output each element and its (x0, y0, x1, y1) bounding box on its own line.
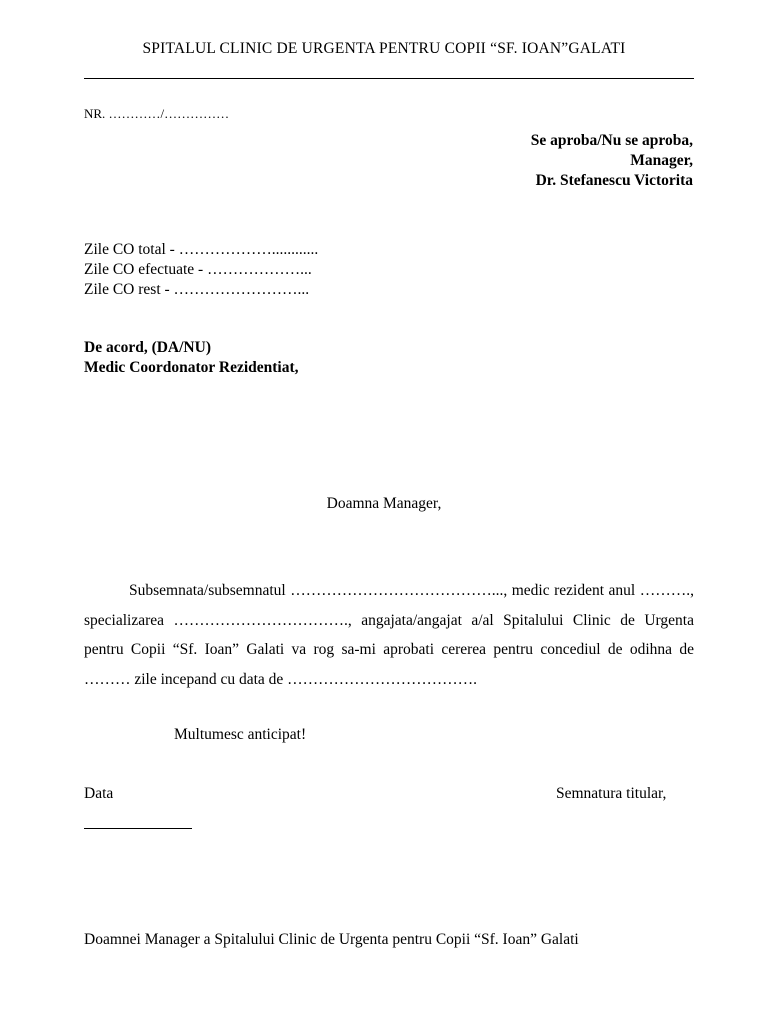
approval-name: Dr. Stefanescu Victorita (535, 172, 693, 189)
salutation: Doamna Manager, (326, 495, 442, 512)
header-divider (84, 78, 694, 79)
date-label: Data (84, 785, 114, 802)
leave-days-remaining: Zile CO rest - ……………………... (84, 281, 310, 298)
leave-days-block (84, 240, 318, 300)
coordinator-title: Medic Coordonator Rezidentiat, (84, 359, 299, 376)
approval-role: Manager, (630, 152, 693, 169)
leave-days-total: Zile CO total - ………………............ (84, 241, 319, 258)
thanks-line: Multumesc anticipat! (174, 726, 307, 743)
coordinator-agreement: De acord, (DA/NU) (84, 339, 211, 356)
request-paragraph: Subsemnata/subsemnatul …………………………………..., medic rezident anul ………., specializarea ……………………………., angajata/angajat a/al Spitalului Clinic de Urgenta pentru Copii “Sf. Ioan” Galati va rog sa-mi aprobati cererea pentru concediul de odihna de ……… zile incepand cu data de ………………………………. (84, 582, 694, 688)
date-underline (84, 828, 192, 829)
approval-block (531, 131, 693, 191)
coordinator-block (84, 338, 299, 378)
registration-number: NR. …………/…………… (84, 106, 230, 121)
leave-days-used: Zile CO efectuate - ………………... (84, 261, 312, 278)
document-header: SPITALUL CLINIC DE URGENTA PENTRU COPII “SF. IOAN”GALATI (142, 40, 626, 57)
signature-label: Semnatura titular, (556, 785, 667, 802)
approval-status: Se aproba/Nu se aproba, (530, 132, 693, 149)
addressee-line: Doamnei Manager a Spitalului Clinic de Urgenta pentru Copii “Sf. Ioan” Galati (84, 931, 579, 948)
